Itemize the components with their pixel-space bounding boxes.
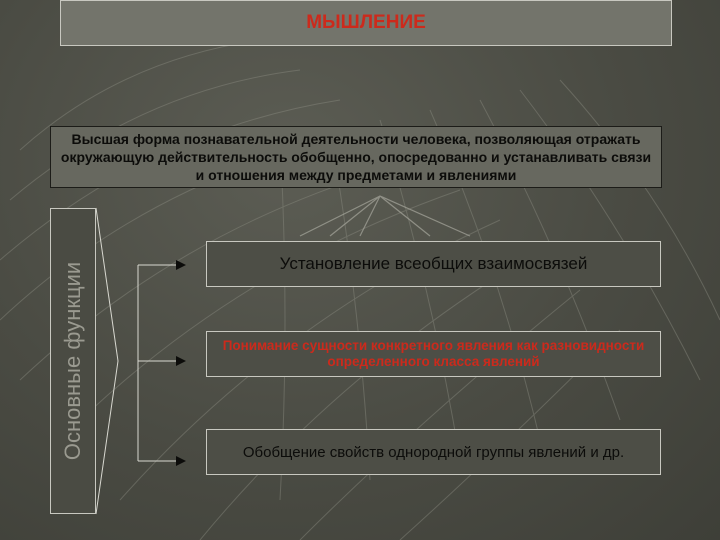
function-box-2 — [206, 331, 661, 377]
function-text-3: Обобщение свойств однородной группы явлений и др. — [242, 443, 625, 461]
title-box — [60, 0, 672, 46]
definition-box — [50, 126, 662, 188]
definition-text: Высшая форма познавательной деятельности человека, позволяющая отражать окружающую действительность обобщенно, опосредованно и устанавливать связи и отношения между предметами и явлениями — [60, 131, 652, 183]
function-box-1 — [206, 241, 661, 287]
page-title: МЫШЛЕНИЕ — [306, 12, 426, 33]
function-box-3 — [206, 429, 661, 475]
function-text-2: Понимание сущности конкретного явления как разновидности определенного класса явлений — [222, 338, 645, 369]
functions-label: Основные функции — [60, 261, 85, 461]
functions-label-box — [50, 208, 96, 514]
function-text-1: Установление всеобщих взаимосвязей — [279, 254, 588, 273]
